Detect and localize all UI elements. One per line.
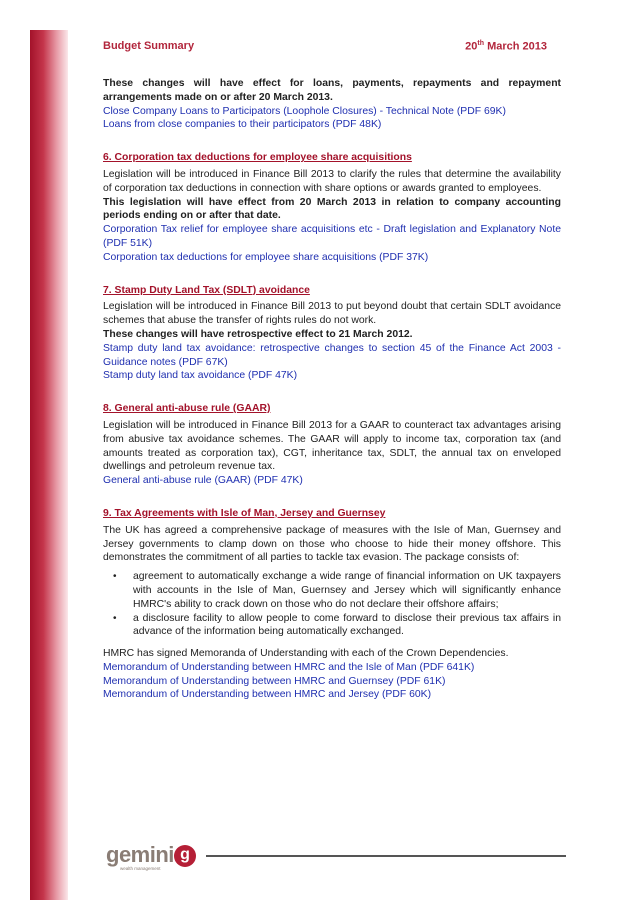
section-8-title: 8. General anti-abuse rule (GAAR) bbox=[103, 403, 271, 415]
logo-wordmark: gemini bbox=[106, 842, 174, 867]
logo-g-icon: g bbox=[174, 845, 196, 867]
bullet-icon: • bbox=[113, 612, 117, 624]
section-9-title: 9. Tax Agreements with Isle of Man, Jersey and Guernsey bbox=[103, 507, 386, 519]
section-7-title: 7. Stamp Duty Land Tax (SDLT) avoidance bbox=[103, 284, 310, 296]
list-item: • a disclosure facility to allow people to come forward to disclose their previous tax affairs in advance of the information being automatically exchanged. bbox=[113, 612, 561, 638]
section-9-bullet-list bbox=[103, 570, 561, 639]
section-9-text: The UK has agreed a comprehensive package of measures with the Isle of Man, Guernsey and Jersey governments to clamp down on those who choose to hide their money offshore. This demonstrates the commitment of all parties to tackle tax evasion. The package consists of: bbox=[103, 524, 561, 564]
page-header bbox=[103, 40, 547, 56]
header-date: 20th March 2013 bbox=[465, 40, 547, 53]
logo-tagline: wealth management bbox=[120, 866, 161, 871]
link-sdlt-avoidance[interactable]: Stamp duty land tax avoidance (PDF 47K) bbox=[103, 370, 298, 382]
decorative-sidebar bbox=[30, 30, 68, 900]
footer-divider bbox=[206, 855, 566, 857]
header-title: Budget Summary bbox=[103, 40, 195, 52]
link-mou-guernsey[interactable]: Memorandum of Understanding between HMRC and Guernsey (PDF 61K) bbox=[103, 675, 446, 687]
intro-effect-text: These changes will have effect for loans, payments, repayments and repayment arrangements made on or after 20 March 2013. bbox=[103, 78, 561, 103]
link-mou-jersey[interactable]: Memorandum of Understanding between HMRC and Jersey (PDF 60K) bbox=[103, 689, 432, 701]
section-6-title: 6. Corporation tax deductions for employee share acquisitions bbox=[103, 152, 412, 164]
link-sdlt-guidance[interactable]: Stamp duty land tax avoidance: retrospective changes to section 45 of the Finance Act 2003 - Guidance notes (PDF 67K) bbox=[103, 342, 561, 368]
section-6-effect: This legislation will have effect from 20 March 2013 in relation to company accounting periods ending on or after that date. bbox=[103, 196, 561, 222]
link-ct-relief-draft[interactable]: Corporation Tax relief for employee share acquisitions etc - Draft legislation and Explanatory Note (PDF 51K) bbox=[103, 224, 561, 249]
list-item: • agreement to automatically exchange a wide range of financial information on UK taxpayers with accounts in the Isle of Man, Guernsey and Jersey which will significantly enhance HMRC's ability to crack down on those who do not declare their offshore affairs; bbox=[113, 571, 561, 610]
link-gaar[interactable]: General anti-abuse rule (GAAR) (PDF 47K) bbox=[103, 475, 303, 487]
section-8-text: Legislation will be introduced in Finance Bill 2013 for a GAAR to counteract tax advantages arising from abusive tax avoidance schemes. The GAAR will apply to income tax, corporation tax (and amounts treated as corporation tax), CGT, inheritance tax, SDLT, the annual tax on enveloped dwellings and petroleum revenue tax. bbox=[103, 419, 561, 473]
section-9-closing: HMRC has signed Memoranda of Understanding with each of the Crown Dependencies. bbox=[103, 648, 509, 660]
section-7-text: Legislation will be introduced in Finance Bill 2013 to put beyond doubt that certain SDLT avoidance schemes that abuse the transfer of rights rules do not work. bbox=[103, 301, 561, 327]
section-6-text: Legislation will be introduced in Finance Bill 2013 to clarify the rules that determine the availability of corporation tax deductions in connection with share options or awards granted to employees. bbox=[103, 168, 561, 194]
section-7-effect: These changes will have retrospective effect to 21 March 2012. bbox=[103, 328, 413, 340]
link-mou-isle-of-man[interactable]: Memorandum of Understanding between HMRC and the Isle of Man (PDF 641K) bbox=[103, 661, 475, 673]
document-body bbox=[103, 77, 561, 702]
link-ct-deductions[interactable]: Corporation tax deductions for employee share acquisitions (PDF 37K) bbox=[103, 251, 429, 263]
bullet-icon: • bbox=[113, 571, 117, 583]
gemini-logo bbox=[106, 842, 206, 872]
link-loans-close-companies[interactable]: Loans from close companies to their participators (PDF 48K) bbox=[103, 119, 382, 131]
link-loophole-closures[interactable]: Close Company Loans to Participators (Loophole Closures) - Technical Note (PDF 69K) bbox=[103, 105, 506, 117]
